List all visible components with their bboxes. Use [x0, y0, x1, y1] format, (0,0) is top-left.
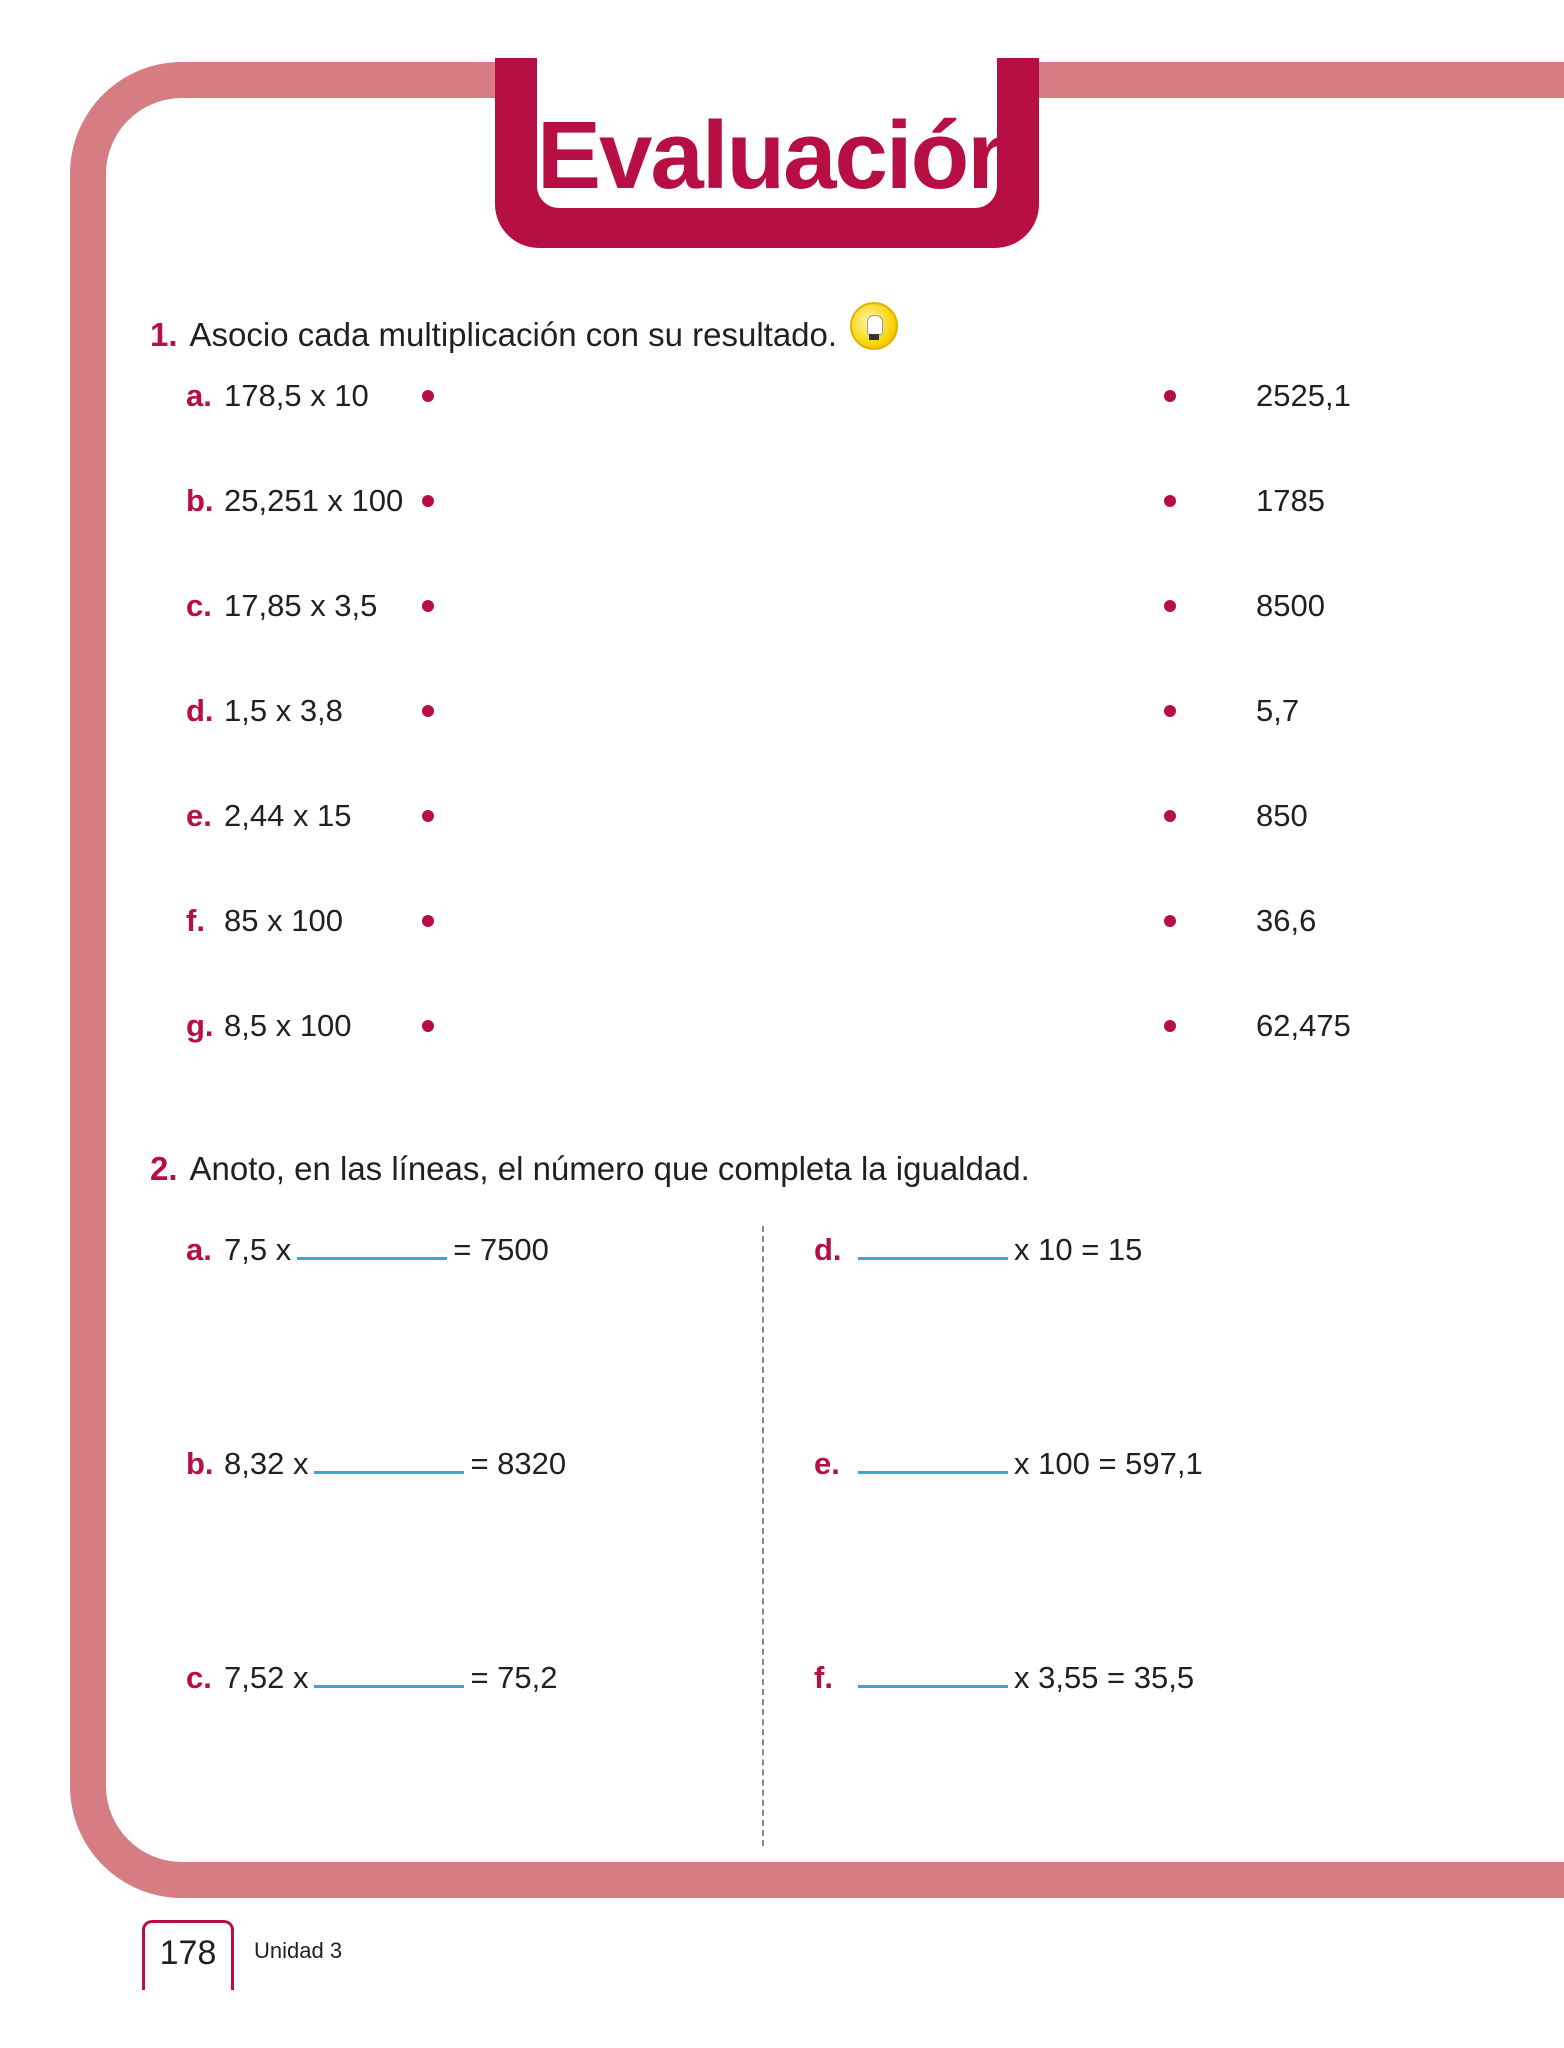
left-dot[interactable] [422, 600, 434, 612]
match-row [186, 901, 1386, 941]
fill-item-e [814, 1444, 1203, 1484]
item-after: x 3,55 = 35,5 [1014, 1660, 1195, 1695]
item-expression: 17,85 x 3,5 [224, 588, 378, 623]
item-after: = 8320 [470, 1446, 567, 1481]
match-row [186, 1006, 1386, 1046]
match-row [186, 691, 1386, 731]
item-after: x 100 = 597,1 [1014, 1446, 1203, 1481]
page-title: Evaluación [537, 102, 1024, 209]
fill-item-d [814, 1230, 1142, 1270]
item-letter: c. [186, 588, 212, 623]
item-before: 8,32 x [224, 1446, 309, 1481]
match-row [186, 376, 1386, 416]
question-1-header [150, 302, 898, 351]
item-letter: a. [186, 1232, 212, 1267]
left-dot[interactable] [422, 810, 434, 822]
item-result: 1785 [1256, 483, 1325, 518]
left-dot[interactable] [422, 915, 434, 927]
item-letter: f. [814, 1660, 833, 1695]
right-dot[interactable] [1164, 1020, 1176, 1032]
left-dot[interactable] [422, 495, 434, 507]
item-expression: 2,44 x 15 [224, 798, 352, 833]
right-dot[interactable] [1164, 495, 1176, 507]
right-dot[interactable] [1164, 705, 1176, 717]
item-letter: b. [186, 1446, 214, 1481]
item-letter: f. [186, 903, 205, 938]
fill-item-f [814, 1658, 1194, 1698]
match-row [186, 586, 1386, 626]
column-divider [762, 1226, 764, 1846]
match-row [186, 796, 1386, 836]
question-2-header [150, 1152, 1030, 1185]
item-result: 36,6 [1256, 903, 1317, 938]
answer-blank[interactable] [314, 1449, 464, 1474]
item-before: 7,5 x [224, 1232, 292, 1267]
fill-item-a [186, 1230, 549, 1270]
item-letter: c. [186, 1660, 212, 1695]
question-1-text: Asocio cada multiplicación con su resultado. [189, 316, 838, 353]
right-dot[interactable] [1164, 915, 1176, 927]
item-result: 5,7 [1256, 693, 1300, 728]
page-number: 178 [142, 1920, 234, 1990]
item-result: 850 [1256, 798, 1308, 833]
lightbulb-icon [850, 302, 898, 350]
item-after: = 75,2 [470, 1660, 558, 1695]
item-expression: 8,5 x 100 [224, 1008, 352, 1043]
item-expression: 25,251 x 100 [224, 483, 404, 518]
answer-blank[interactable] [297, 1235, 447, 1260]
right-dot[interactable] [1164, 810, 1176, 822]
unit-label: Unidad 3 [254, 1938, 343, 1963]
fill-item-c [186, 1658, 558, 1698]
question-2-text: Anoto, en las líneas, el número que completa la igualdad. [189, 1150, 1030, 1187]
right-dot[interactable] [1164, 600, 1176, 612]
item-expression: 178,5 x 10 [224, 378, 369, 413]
item-expression: 85 x 100 [224, 903, 343, 938]
item-letter: d. [814, 1232, 842, 1267]
item-result: 8500 [1256, 588, 1325, 623]
fill-item-b [186, 1444, 566, 1484]
question-2-number: 2. [150, 1150, 178, 1187]
left-dot[interactable] [422, 1020, 434, 1032]
item-letter: e. [814, 1446, 840, 1481]
item-letter: b. [186, 483, 214, 518]
item-before: 7,52 x [224, 1660, 309, 1695]
item-letter: d. [186, 693, 214, 728]
answer-blank[interactable] [858, 1663, 1008, 1688]
left-dot[interactable] [422, 705, 434, 717]
item-result: 62,475 [1256, 1008, 1351, 1043]
item-after: x 10 = 15 [1014, 1232, 1143, 1267]
answer-blank[interactable] [858, 1449, 1008, 1474]
item-after: = 7500 [453, 1232, 549, 1267]
item-letter: g. [186, 1008, 214, 1043]
item-result: 2525,1 [1256, 378, 1351, 413]
answer-blank[interactable] [858, 1235, 1008, 1260]
item-expression: 1,5 x 3,8 [224, 693, 343, 728]
question-1-number: 1. [150, 316, 178, 353]
match-row [186, 481, 1386, 521]
left-dot[interactable] [422, 390, 434, 402]
item-letter: a. [186, 378, 212, 413]
item-letter: e. [186, 798, 212, 833]
right-dot[interactable] [1164, 390, 1176, 402]
answer-blank[interactable] [314, 1663, 464, 1688]
